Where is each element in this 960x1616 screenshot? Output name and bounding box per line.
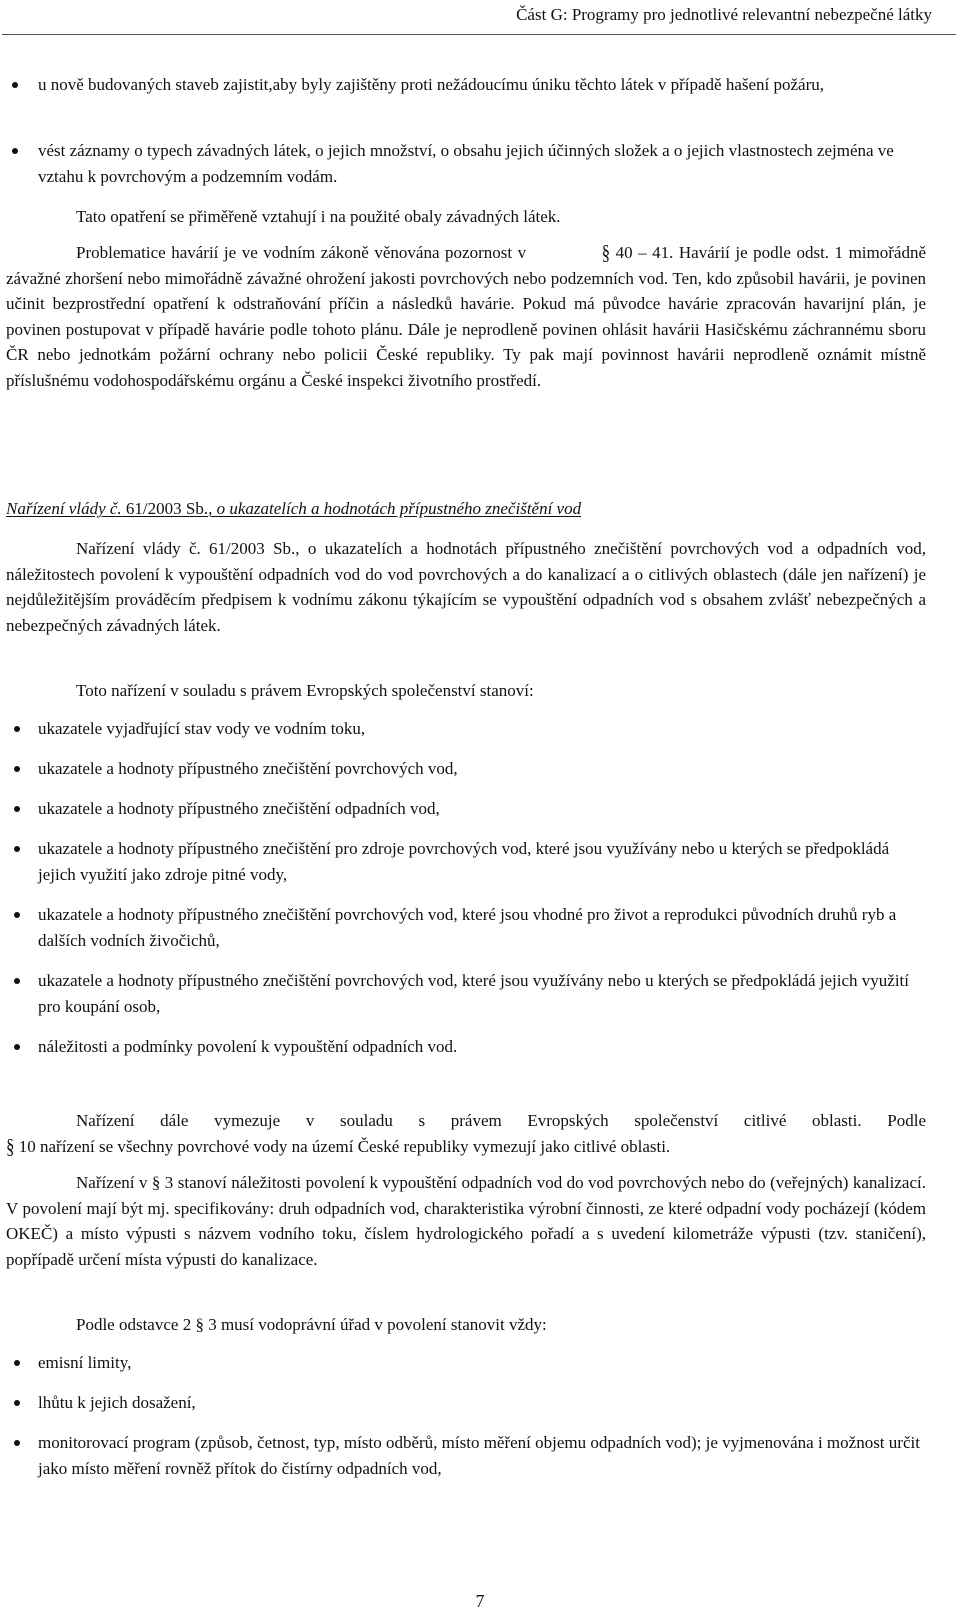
sensitive-line-1: Nařízení dále vymezuje v souladu s právem Evropských společenství citlivé oblasti. Podle: [76, 1111, 926, 1130]
accidents-text: 40 – 41. Havárií je podle odst. 1 mimořádně závažné zhoršení nebo mimořádně závažné ohrožení jakosti povrchových nebo podzemních vod. Ten, kdo způsobil havárii, je povinen učinit bezprostřední opatření k odstraňování příčin a následků havárie. Pokud má původce havárie zpracován havarijní plán, je povinen postupovat v případě havárie podle tohoto plánu. Dále je neprodleně povinen ohlásit havárii Hasičskému záchrannému sboru ČR nebo jednotkám požární ochrany nebo policii České republiky. Ty pak mají povinnost havárii neprodleně oznámit místně příslušnému vodohospodářskému orgánu a České inspekci životního prostředí.: [6, 243, 926, 390]
list-item: emisní limity,: [6, 1350, 924, 1376]
list-item: ukazatele a hodnoty přípustného znečištění odpadních vod,: [6, 796, 924, 822]
running-header: Část G: Programy pro jednotlivé relevantní nebezpečné látky: [516, 5, 932, 24]
sensitive-line-2-text: 10 nařízení se všechny povrchové vody na území České republiky vymezují jako citlivé oblasti.: [18, 1136, 671, 1156]
paragraph-regulation: Nařízení vlády č. 61/2003 Sb., o ukazatelích a hodnotách přípustného znečištění povrchových vod a odpadních vod, náležitostech povolení k vypouštění odpadních vod do vod povrchových a do kanalizací a o citlivých oblastech (dále jen nařízení) je nejdůležitějším prováděcím předpisem k vodnímu zákonu týkajícím se vypouštění odpadních vod s obsahem zvlášť nebezpečných a nebezpečných závadných látek.: [6, 539, 926, 635]
list-item: lhůtu k jejich dosažení,: [6, 1390, 924, 1416]
list-item: u nově budovaných staveb zajistit,aby byly zajištěny proti nežádoucímu úniku těchto látek v případě hašení požáru,: [6, 72, 914, 98]
paragraph-sensitive-areas: [6, 1108, 926, 1159]
heading-title: , o ukazatelích a hodnotách přípustného znečištění vod: [208, 499, 582, 518]
section-sign: §: [6, 1134, 15, 1158]
accidents-lead: Problematice havárií je ve vodním zákoně věnována pozornost v: [76, 243, 527, 262]
sensitive-line-2: [6, 1134, 926, 1160]
list-item: ukazatele vyjadřující stav vody ve vodním toku,: [6, 716, 924, 742]
list-item: monitorovací program (způsob, četnost, typ, místo odběrů, místo měření objemu odpadních vod); je vyjmenována i možnost určit jako místo měření rovněž přítok do čistírny odpadních vod,: [6, 1430, 924, 1481]
list-item: náležitosti a podmínky povolení k vypouštění odpadních vod.: [6, 1034, 924, 1060]
paragraph-packaging: Tato opatření se přiměřeně vztahují i na použité obaly závadných látek.: [76, 207, 561, 226]
list-item: ukazatele a hodnoty přípustného znečištění povrchových vod, které jsou využívány nebo u kterých se předpokládá jejich využití pro koupání osob,: [6, 968, 924, 1019]
heading-name: Nařízení vlády č.: [6, 499, 122, 518]
paragraph-establishes: Toto nařízení v souladu s právem Evropských společenství stanoví:: [76, 681, 534, 700]
heading-number: 61/2003 Sb.: [125, 499, 209, 518]
paragraph-permit: Nařízení v § 3 stanoví náležitosti povolení k vypouštění odpadních vod do vod povrchových nebo do (veřejných) kanalizací. V povolení mají být mj. specifikovány: druh odpadních vod, charakteristika výrobní činnosti, ze které odpadní vody pocházejí (kódem OKEČ) a místo výpusti s názvem vodního toku, číslem hydrologického pořadí a s uvedení kilometráže výpusti (tzv. staničení), popřípadě určení místa výpusti do kanalizace.: [6, 1173, 926, 1269]
list-item: ukazatele a hodnoty přípustného znečištění povrchových vod, které jsou vhodné pro život a reprodukci původních druhů ryb a dalších vodních živočichů,: [6, 902, 924, 953]
page-number: 7: [475, 1591, 485, 1611]
list-item: vést záznamy o typech závadných látek, o jejich množství, o obsahu jejich účinných složek a o jejich vlastnostech zejména ve vztahu k povrchovým a podzemním vodám.: [6, 138, 914, 189]
header-rule: [2, 34, 956, 35]
paragraph-accidents: [6, 240, 926, 393]
list-item: ukazatele a hodnoty přípustného znečištění povrchových vod,: [6, 756, 924, 782]
section-sign: §: [601, 240, 611, 265]
section-heading: [6, 496, 926, 522]
list-item: ukazatele a hodnoty přípustného znečištění pro zdroje povrchových vod, které jsou využívány nebo u kterých se předpokládá jejich využití jako zdroje pitné vody,: [6, 836, 924, 887]
paragraph-authority: Podle odstavce 2 § 3 musí vodoprávní úřad v povolení stanovit vždy:: [76, 1315, 547, 1334]
